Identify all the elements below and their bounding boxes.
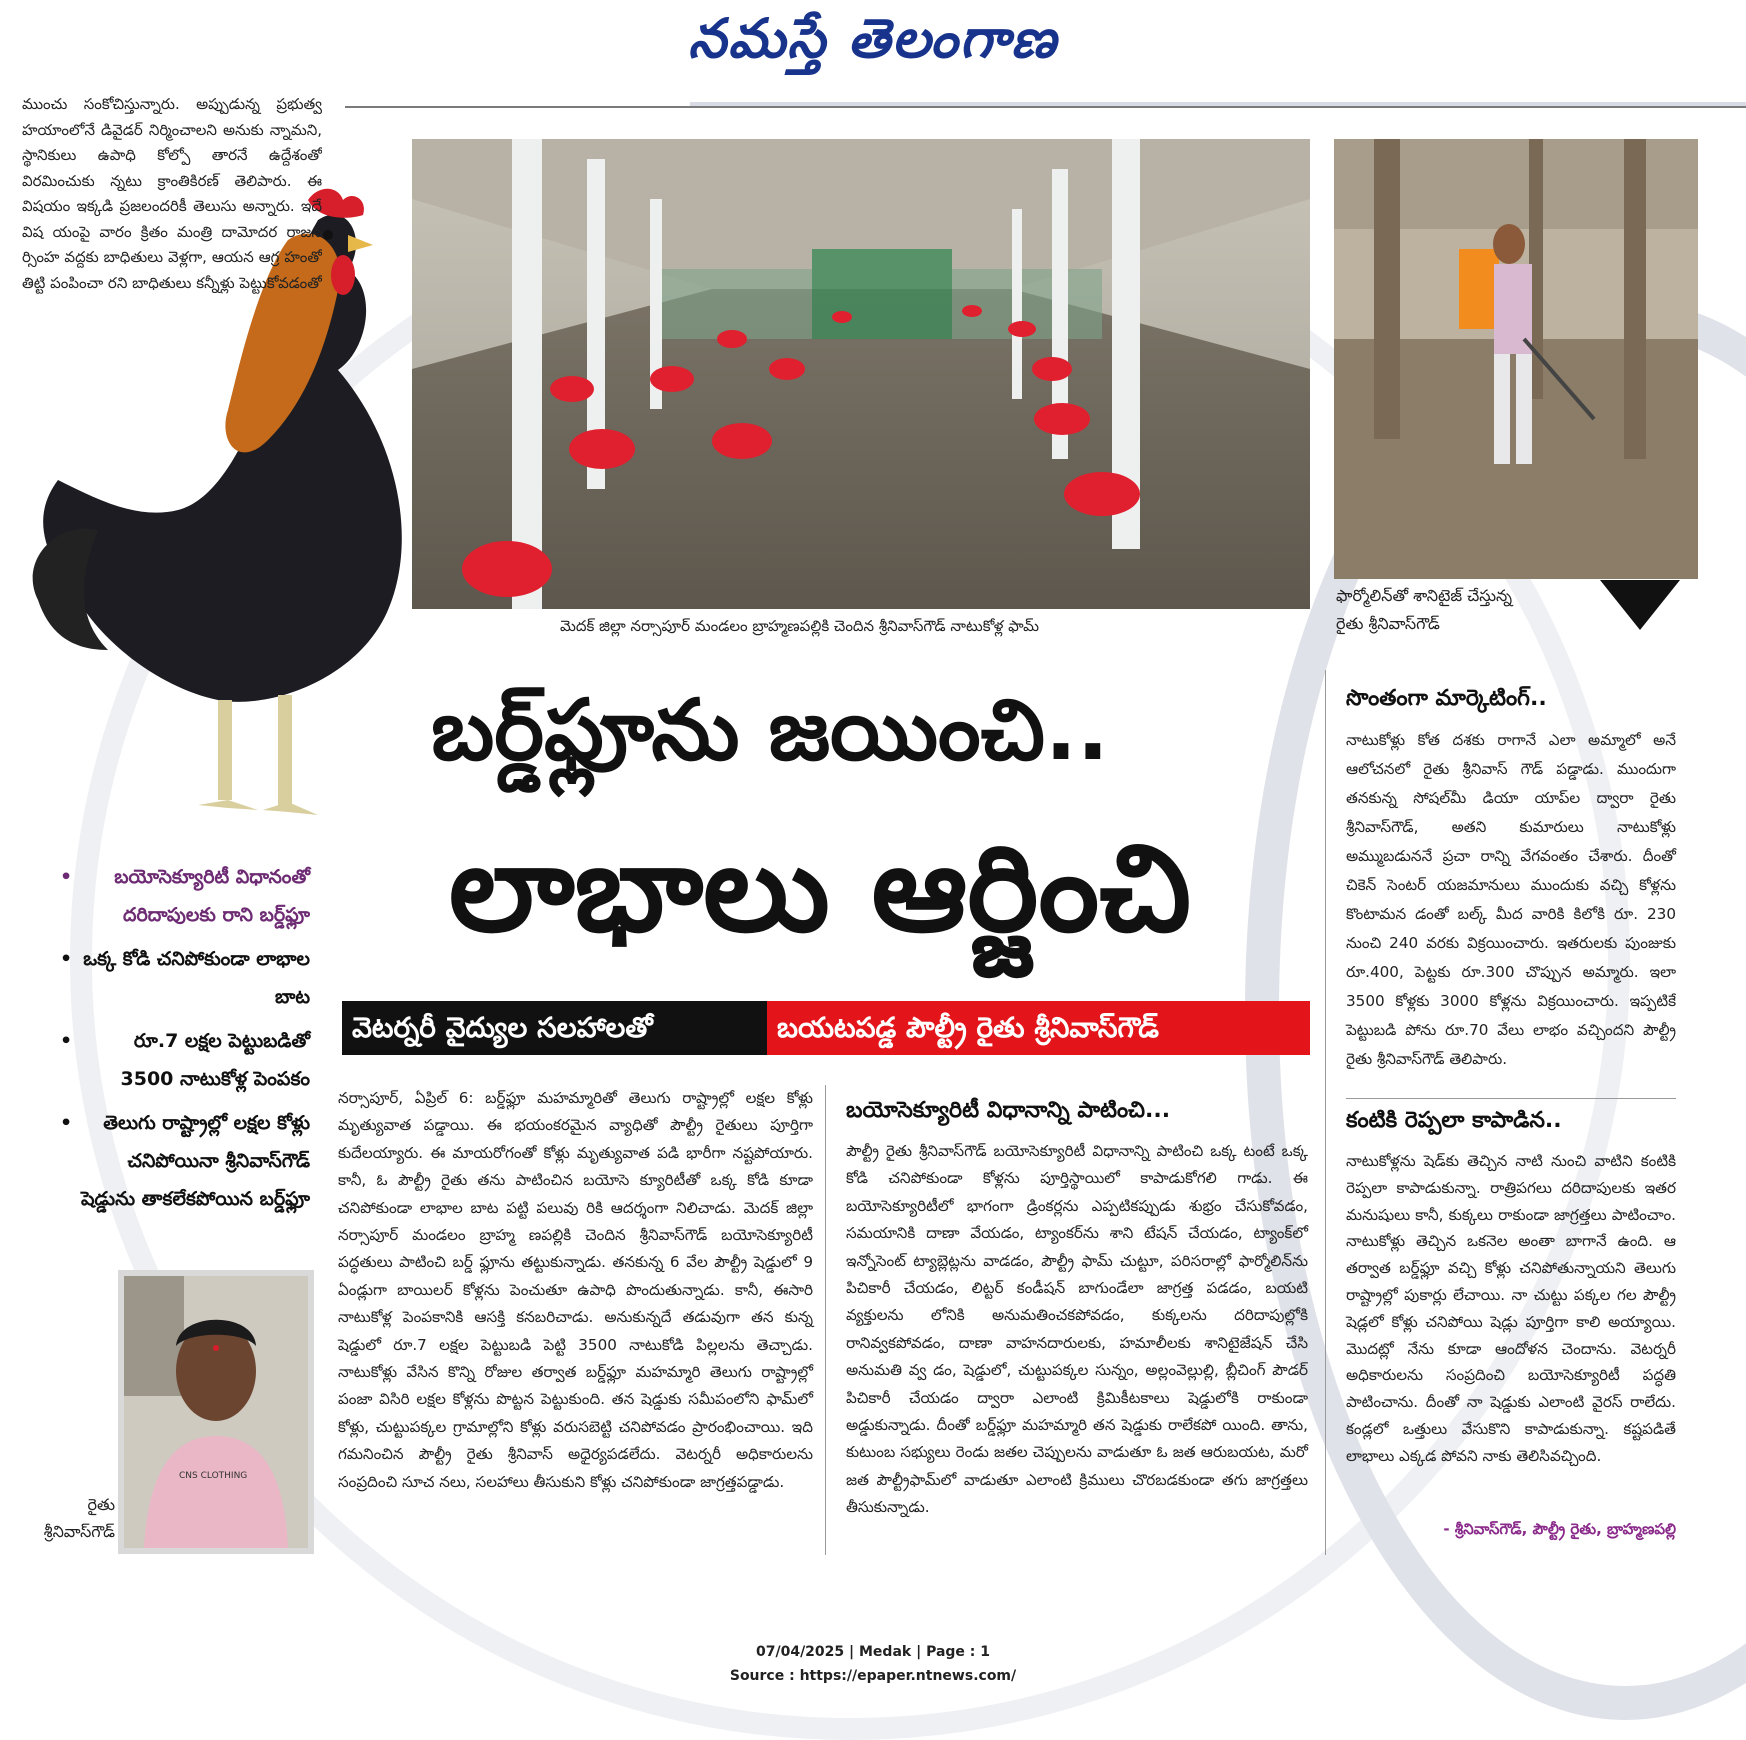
column-divider-2 xyxy=(1325,670,1326,1555)
poultry-farm-photo xyxy=(412,139,1310,609)
main-photo-caption: మెదక్ జిల్లా నర్సాపూర్ మండలం బ్రాహ్మణపల్లికి చెందిన శ్రీనివాస్‌గౌడ్ నాటుకోళ్ల ఫామ్ xyxy=(560,617,1039,635)
poultry-farm-illustration xyxy=(412,139,1310,609)
spraying-illustration xyxy=(1334,139,1698,579)
column-divider-1 xyxy=(825,1085,826,1555)
biosecurity-heading: బయోసెక్యూరిటీ విధానాన్ని పాటించి... xyxy=(846,1098,1171,1123)
caption-arrow-decoration xyxy=(1600,580,1680,630)
marketing-body: నాటుకోళ్లు కోత దశకు రాగానే ఎలా అమ్మాలో అనే ఆలోచనలో రైతు శ్రీనివాస్ గౌడ్ పడ్డాడు. ముందుగా తనకున్న సోషల్‌మీ డియా యాప్‌ల ద్వారా రైతు శ్రీనివాస్‌గౌడ్, అతని కుమారులు నాటుకోళ్లు అమ్ముబడుననే ప్రచా రాన్ని వేగవంతం చేశారు. దీంతో చికెన్ సెంటర్ యజమానులు ముందుకు వచ్చి కోళ్లను కొంటామన డంతో బల్క్ మీద వారికి కిలోకి రూ. 230 నుంచి 240 వరకు విక్రయించారు. ఇతరులకు పుంజుకు రూ.400, పెట్టకు రూ.300 చొప్పున అమ్మారు. ఇలా 3500 కోళ్లకు 3000 కోళ్లను విక్రయించారు. ఇప్పటికే పెట్టుబడి పోను రూ.70 వేలు లాభం వచ్చిందని పౌల్ట్రీ రైతు శ్రీనివాస్‌గౌడ్ తెలిపారు. xyxy=(1346,731,1676,1068)
eyelids-body: నాటుకోళ్లను షెడ్‌కు తెచ్చిన నాటి నుంచి వాటిని కంటికి రెప్పలా కాపాడుకున్నా. రాత్రిపగలు దరిదాపులకు ఇతర మనుషులు కానీ, కుక్కలు రాకుండా జాగ్రత్తలు పాటించాం. నాటుకోళ్లు తెచ్చిన ఒకనెల అంతా బాగానే ఉంది. ఆ తర్వాత బర్డ్‌ఫ్లూ వచ్చి కోళ్లు చనిపోతున్నాయని తెలుగు రాష్ట్రాల్లో పుకార్లు లేచాయి. నా చుట్టు పక్కల గల పౌల్ట్రీ షెడ్లలో కోళ్లు చనిపోయి షెడ్లు పూర్తిగా కాలి అయ్యాయి. మొదట్లో నేను కూడా ఆందోళన చెందాను. వెటర్నరీ అధికారులను సంప్రదించి బయోసెక్యూరిటీ పద్ధతి పాటించాను. దీంతో నా షెడ్డుకు ఎలాంటి వైరస్ రాలేదు. కండ్లలో ఒత్తులు వేసుకొని కాపాడుకున్నా. కష్టపడితే లాభాలు ఎక్కడ పోవని నాకు తెలిసివచ్చింది. xyxy=(1346,1152,1676,1465)
highlights-list xyxy=(60,858,310,1218)
bullet-dot: • xyxy=(60,948,73,970)
footer-source: Source : https://epaper.ntnews.com/ xyxy=(729,1668,1017,1684)
bullet-dot: • xyxy=(60,866,73,888)
subhead-bar xyxy=(342,1001,1310,1055)
portrait-caption-line2: శ్రీనివాస్‌గౌడ్ xyxy=(43,1522,115,1541)
article-column-1: నర్సాపూర్, ఏప్రిల్ 6: బర్డ్‌ఫ్లూ మహమ్మారితో తెలుగు రాష్ట్రాల్లో లక్షల కోళ్లు మృత్యువాత పడ్డాయి. ఈ భయంకరమైన వ్యాధితో పౌల్ట్రీ రైతులు పూర్తిగా కుదేలయ్యారు. ఈ మాయరోగంతో కోళ్లు మృత్యువాత పడి భారీగా నష్టపోయారు. కానీ, ఓ పౌల్ట్రీ రైతు తను పాటించిన బయోసె క్యూరిటీతో ఒక్క కోడి కూడా చనిపోకుండా లాభాల బాట పట్టి పలువు రికి ఆదర్శంగా నిలిచాడు. మెదక్ జిల్లా నర్సాపూర్ మండలం బ్రాహ్మ ణపల్లికి చెందిన శ్రీనివాస్‌గౌడ్ బయోసెక్యూరిటీ పద్ధతులు పాటించి బర్డ్ ఫ్లూను తట్టుకున్నాడు. తనకున్న 6 వేల పౌల్ట్రీ షెడ్డులో 9 ఏండ్లుగా బాయిలర్ కోళ్లను పెంచుతూ ఉపాధి పొందుతున్నాడు. కానీ, ఈసారి నాటుకోళ్ల పెంపకానికి ఆసక్తి కనబరిచాడు. అనుకున్నదే తడువుగా తన కున్న షెడ్డులో రూ.7 లక్షల పెట్టుబడి పెట్టి 3500 నాటుకోడి పిల్లలను తెచ్చాడు. నాటుకోళ్లు వేసిన కొన్ని రోజుల తర్వాత బర్డ్‌ఫ్లూ మహమ్మారి తెలుగు రాష్ట్రాల్లో పంజా విసిరి లక్షల కోళ్లను పొట్టన పెట్టుకుంది. తన షెడ్డుకు సమీపంలోని ఫామ్‌లో కోళ్లు, చుట్టుపక్కల గ్రామాల్లోని కోళ్లు వరుసబెట్టి చనిపోవడం ప్రారంభించాయి. ఇది గమనించిన పౌల్ట్రీ రైతు శ్రీనివాస్ అధైర్యపడలేదు. వెటర్నరీ అధికారులను సంప్రదించి సూచ నలు, సలహాలు తీసుకుని కోళ్లు చనిపోకుండా జాగ్రత్తపడ్డాడు. xyxy=(338,1089,813,1491)
portrait-caption-line1: రైతు xyxy=(87,1495,115,1514)
side-photo-caption-line1: ఫార్మోలిన్‌తో శానిటైజ్ చేస్తున్న xyxy=(1336,586,1513,605)
farmer-spraying-photo xyxy=(1334,139,1698,579)
marketing-heading: సొంతంగా మార్కెటింగ్.. xyxy=(1346,686,1547,711)
headline-line2: లాభాలు ఆర్జించి xyxy=(448,820,1192,959)
subhead-black: వెటర్నరీ వైద్యుల సలహాలతో xyxy=(342,1001,767,1055)
portrait-illustration xyxy=(124,1276,308,1548)
subhead-red: బయటపడ్డ పౌల్ట్రీ రైతు శ్రీనివాస్‌గౌడ్ xyxy=(767,1001,1310,1055)
highlight-bullet-3: • రూ.7 లక్షల పెట్టుబడితో 3500 నాటుకోళ్ల పెంపకం xyxy=(60,1022,310,1098)
farmer-portrait xyxy=(118,1270,314,1554)
footer-date-edition: 07/04/2025 | Medak | Page : 1 xyxy=(755,1644,991,1660)
highlight-bullet-1: • బయోసెక్యూరిటీ విధానంతో దరిదాపులకు రాని బర్డ్‌ఫ్లూ xyxy=(60,858,310,934)
shirt-text: CNS CLOTHING xyxy=(179,1471,248,1481)
biosecurity-body: పౌల్ట్రీ రైతు శ్రీనివాస్‌గౌడ్ బయోసెక్యూరిటీ విధానాన్ని పాటించి ఒక్క టంటే ఒక్క కోడి చనిపోకుండా కోళ్లను పూర్తిస్థాయిలో కాపాడుకోగలి గాడు. ఈ బయోసెక్యూరిటీలో భాగంగా డ్రింకర్లను ఎప్పటికప్పుడు శుభ్రం చేసుకోవడం, సమయానికి దాణా వేయడం, ట్యాంకర్‌ను శాని టేషన్ చేయడం, ట్యాంక్‌లో ఇన్నోసెంట్ ట్యాబ్లెట్లను వాడడం, పౌల్ట్రీ ఫామ్ చుట్టూ, పరిసరాల్లో ఫార్మోలిన్‌ను పిచికారీ చేయడం, లిట్టర్ కండీషన్ బాగుండేలా జాగ్రత్త పడడం, బయటి వ్యక్తులను లోనికి అనుమతించకపోవడం, కుక్కలను దరిదాపుల్లోకి రానివ్వకపోవడం, దాణా వాహనదారులకు, హమాలీలకు శానిటైజేషన్ చేసి అనుమతి వ్వ డం, షెడ్డులో, చుట్టుపక్కల సున్నం, అల్లంవెల్లుల్లి, బ్లీచింగ్ పౌడర్ పిచికారీ చేయడం ద్వారా ఎలాంటి క్రిమికీటకాలు షెడ్డులోకి రాకుండా అడ్డుకున్నాడు. దీంతో బర్డ్‌ఫ్లూ మహమ్మారి తన షెడ్డుకు రాలేకపో యింది. తాను, కుటుంబ సభ్యులు రెండు జతల చెప్పులను వాడుతూ ఓ జత ఆరుబయట, మరో జత పౌల్ట్రీఫామ్‌లో వాడుతూ ఎలాంటి క్రిములు చొరబడకుండా తగు జాగ్రత్తలు తీసుకున్నాడు. xyxy=(846,1142,1308,1517)
bullet-dot: • xyxy=(60,1030,73,1052)
top-rule xyxy=(345,106,1746,108)
eyelids-heading: కంటికి రెప్పలా కాపాడిన.. xyxy=(1346,1108,1562,1133)
side-photo-caption-line2: రైతు శ్రీనివాస్‌గౌడ్ xyxy=(1336,614,1440,633)
quote-attribution: - శ్రీనివాస్‌గౌడ్, పౌల్ట్రీ రైతు, బ్రాహ్మణపల్లి xyxy=(1443,1520,1676,1538)
bullet-dot: • xyxy=(60,1112,73,1134)
left-intro-text: ముంచు సంకోచిస్తున్నారు. అప్పుడున్న ప్రభుత్వ హయాంలోనే డివైడర్ నిర్మించాలని అనుకు న్నామని, స్థానికులు ఉపాధి కోల్పో తారనే ఉద్దేశంతో విరమించుకు న్నటు క్రాంతికిరణ్ తెలిపారు. ఈ విషయం ఇక్కడి ప్రజలందరికీ తెలుసు అన్నారు. ఇదే విష యంపై వారం క్రితం మంత్రి దామోదర రాజన ర్సింహ వద్దకు బాధితులు వెళ్లగా, ఆయన ఆగ్ర హంతో తిట్టి పంపించా రని బాధితులు కన్నీళ్లు పెట్టుకోవడంతో xyxy=(22,95,322,292)
section-divider-right xyxy=(1346,1098,1676,1099)
headline-line1: బర్డ్‌ఫ్లూను జయించి.. xyxy=(431,681,1109,779)
masthead: నమస్తే తెలంగాణ xyxy=(688,6,1058,70)
highlight-bullet-4: • తెలుగు రాష్ట్రాల్లో లక్షల కోళ్లు చనిపోయినా శ్రీనివాస్‌గౌడ్ షెడ్డును తాకలేకపోయిన బర్డ్‌ఫ్లూ xyxy=(60,1104,310,1218)
highlight-bullet-2: • ఒక్క కోడి చనిపోకుండా లాభాల బాట xyxy=(60,940,310,1016)
